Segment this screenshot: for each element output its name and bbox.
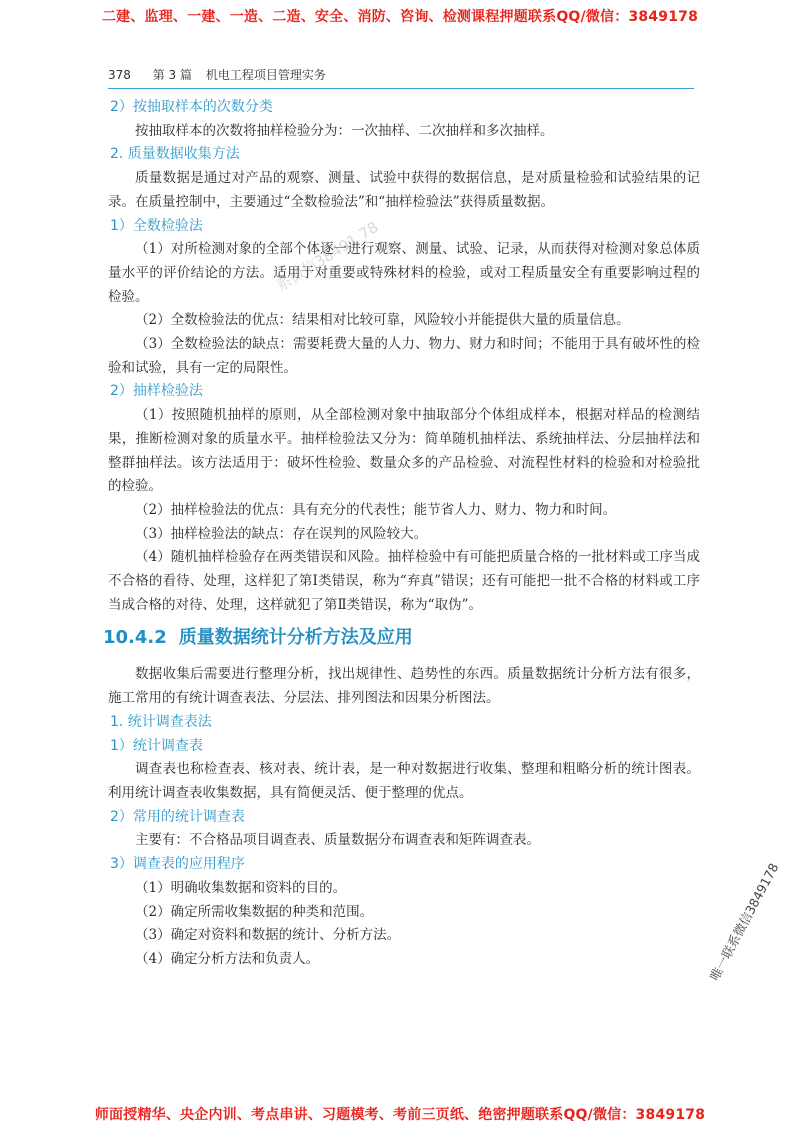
subheading: 3）调查表的应用程序 <box>110 856 245 873</box>
paragraph: （1）按照随机抽样的原则，从全部检测对象中抽取部分个体组成样本，根据对样品的检测结果，推断检测对象的质量水平。抽样检验法又分为：简单随机抽样法、系统抽样法、分层抽样法和整群抽样法。该方法适用于：破坏性检验、数量众多的产品检验、对流程性材料的检验和对检验批的检验。 <box>108 407 700 495</box>
paragraph: （3）抽样检验法的缺点：存在误判的风险较大。 <box>135 525 428 542</box>
list-item: （2）确定所需收集数据的种类和范围。 <box>135 903 374 920</box>
bottom-promo-banner: 师面授精华、央企内训、考点串讲、习题模考、考前三页纸、绝密押题联系QQ/微信：3849178 <box>94 1107 706 1123</box>
section-heading <box>103 625 700 651</box>
list-item: （4）确定分析方法和负责人。 <box>135 950 320 967</box>
paragraph: 数据收集后需要进行整理分析，找出规律性、趋势性的东西。质量数据统计分析方法有很多，施工常用的有统计调查表法、分层法、排列图法和因果分析图法。 <box>108 666 700 707</box>
list-item: （1）明确收集数据和资料的目的。 <box>135 879 347 896</box>
part-title: 机电工程项目管理实务 <box>205 68 326 82</box>
paragraph: （2）全数检验法的优点：结果相对比较可靠，风险较小并能提供大量的质量信息。 <box>135 312 630 329</box>
subheading: 2. 质量数据收集方法 <box>110 146 240 163</box>
page-body <box>103 96 700 972</box>
top-promo-banner: 二建、监理、一建、一造、二造、安全、消防、咨询、检测课程押题联系QQ/微信：3849178 <box>101 9 699 25</box>
subheading: 2）抽样检验法 <box>110 383 203 400</box>
subheading: 1. 统计调查表法 <box>110 713 212 730</box>
paragraph: （2）抽样检验法的优点：具有充分的代表性；能节省人力、财力、物力和时间。 <box>135 501 617 518</box>
paragraph: （1）对所检测对象的全部个体逐一进行观察、测量、试验、记录，从而获得对检测对象总体质量水平的评价结论的方法。适用于对重要或特殊材料的检验，或对工程质量安全有重要影响过程的检验。 <box>108 241 700 305</box>
side-watermark: 唯一联系微信3849178 <box>706 860 782 983</box>
paragraph: 主要有：不合格品项目调查表、质量数据分布调查表和矩阵调查表。 <box>135 832 540 849</box>
diagonal-watermark: 系微信38491 78 <box>273 217 382 295</box>
section-number: 10.4.2 <box>103 627 167 649</box>
paragraph: （4）随机抽样检验存在两类错误和风险。抽样检验中有可能把质量合格的一批材料或工序当成不合格的看待、处理，这样犯了第Ⅰ类错误，称为“弃真”错误；还有可能把一批不合格的材料或工序当成合格的对待、处理，这样就犯了第Ⅱ类错误，称为“取伪”。 <box>108 549 700 613</box>
page-number: 378 <box>108 68 131 82</box>
subheading: 2）按抽取样本的次数分类 <box>110 99 273 115</box>
part-label: 第 3 篇 <box>152 68 192 82</box>
list-item: （3）确定对资料和数据的统计、分析方法。 <box>135 927 401 944</box>
section-title: 质量数据统计分析方法及应用 <box>178 627 413 649</box>
paragraph: 调查表也称检查表、核对表、统计表，是一种对数据进行收集、整理和粗略分析的统计图表。利用统计调查表收集数据，具有简便灵活、便于整理的优点。 <box>108 761 700 801</box>
subheading: 1）全数检验法 <box>110 217 203 234</box>
paragraph: （3）全数检验法的缺点：需要耗费大量的人力、物力、财力和时间；不能用于具有破坏性的检验和试验，具有一定的局限性。 <box>108 336 700 376</box>
subheading: 2）常用的统计调查表 <box>110 808 245 825</box>
subheading: 1）统计调查表 <box>110 737 203 754</box>
paragraph: 质量数据是通过对产品的观察、测量、试验中获得的数据信息，是对质量检验和试验结果的记录。在质量控制中，主要通过“全数检验法”和“抽样检验法”获得质量数据。 <box>108 170 700 210</box>
paragraph: 按抽取样本的次数将抽样检验分为：一次抽样、二次抽样和多次抽样。 <box>135 122 554 139</box>
running-header <box>108 66 694 89</box>
